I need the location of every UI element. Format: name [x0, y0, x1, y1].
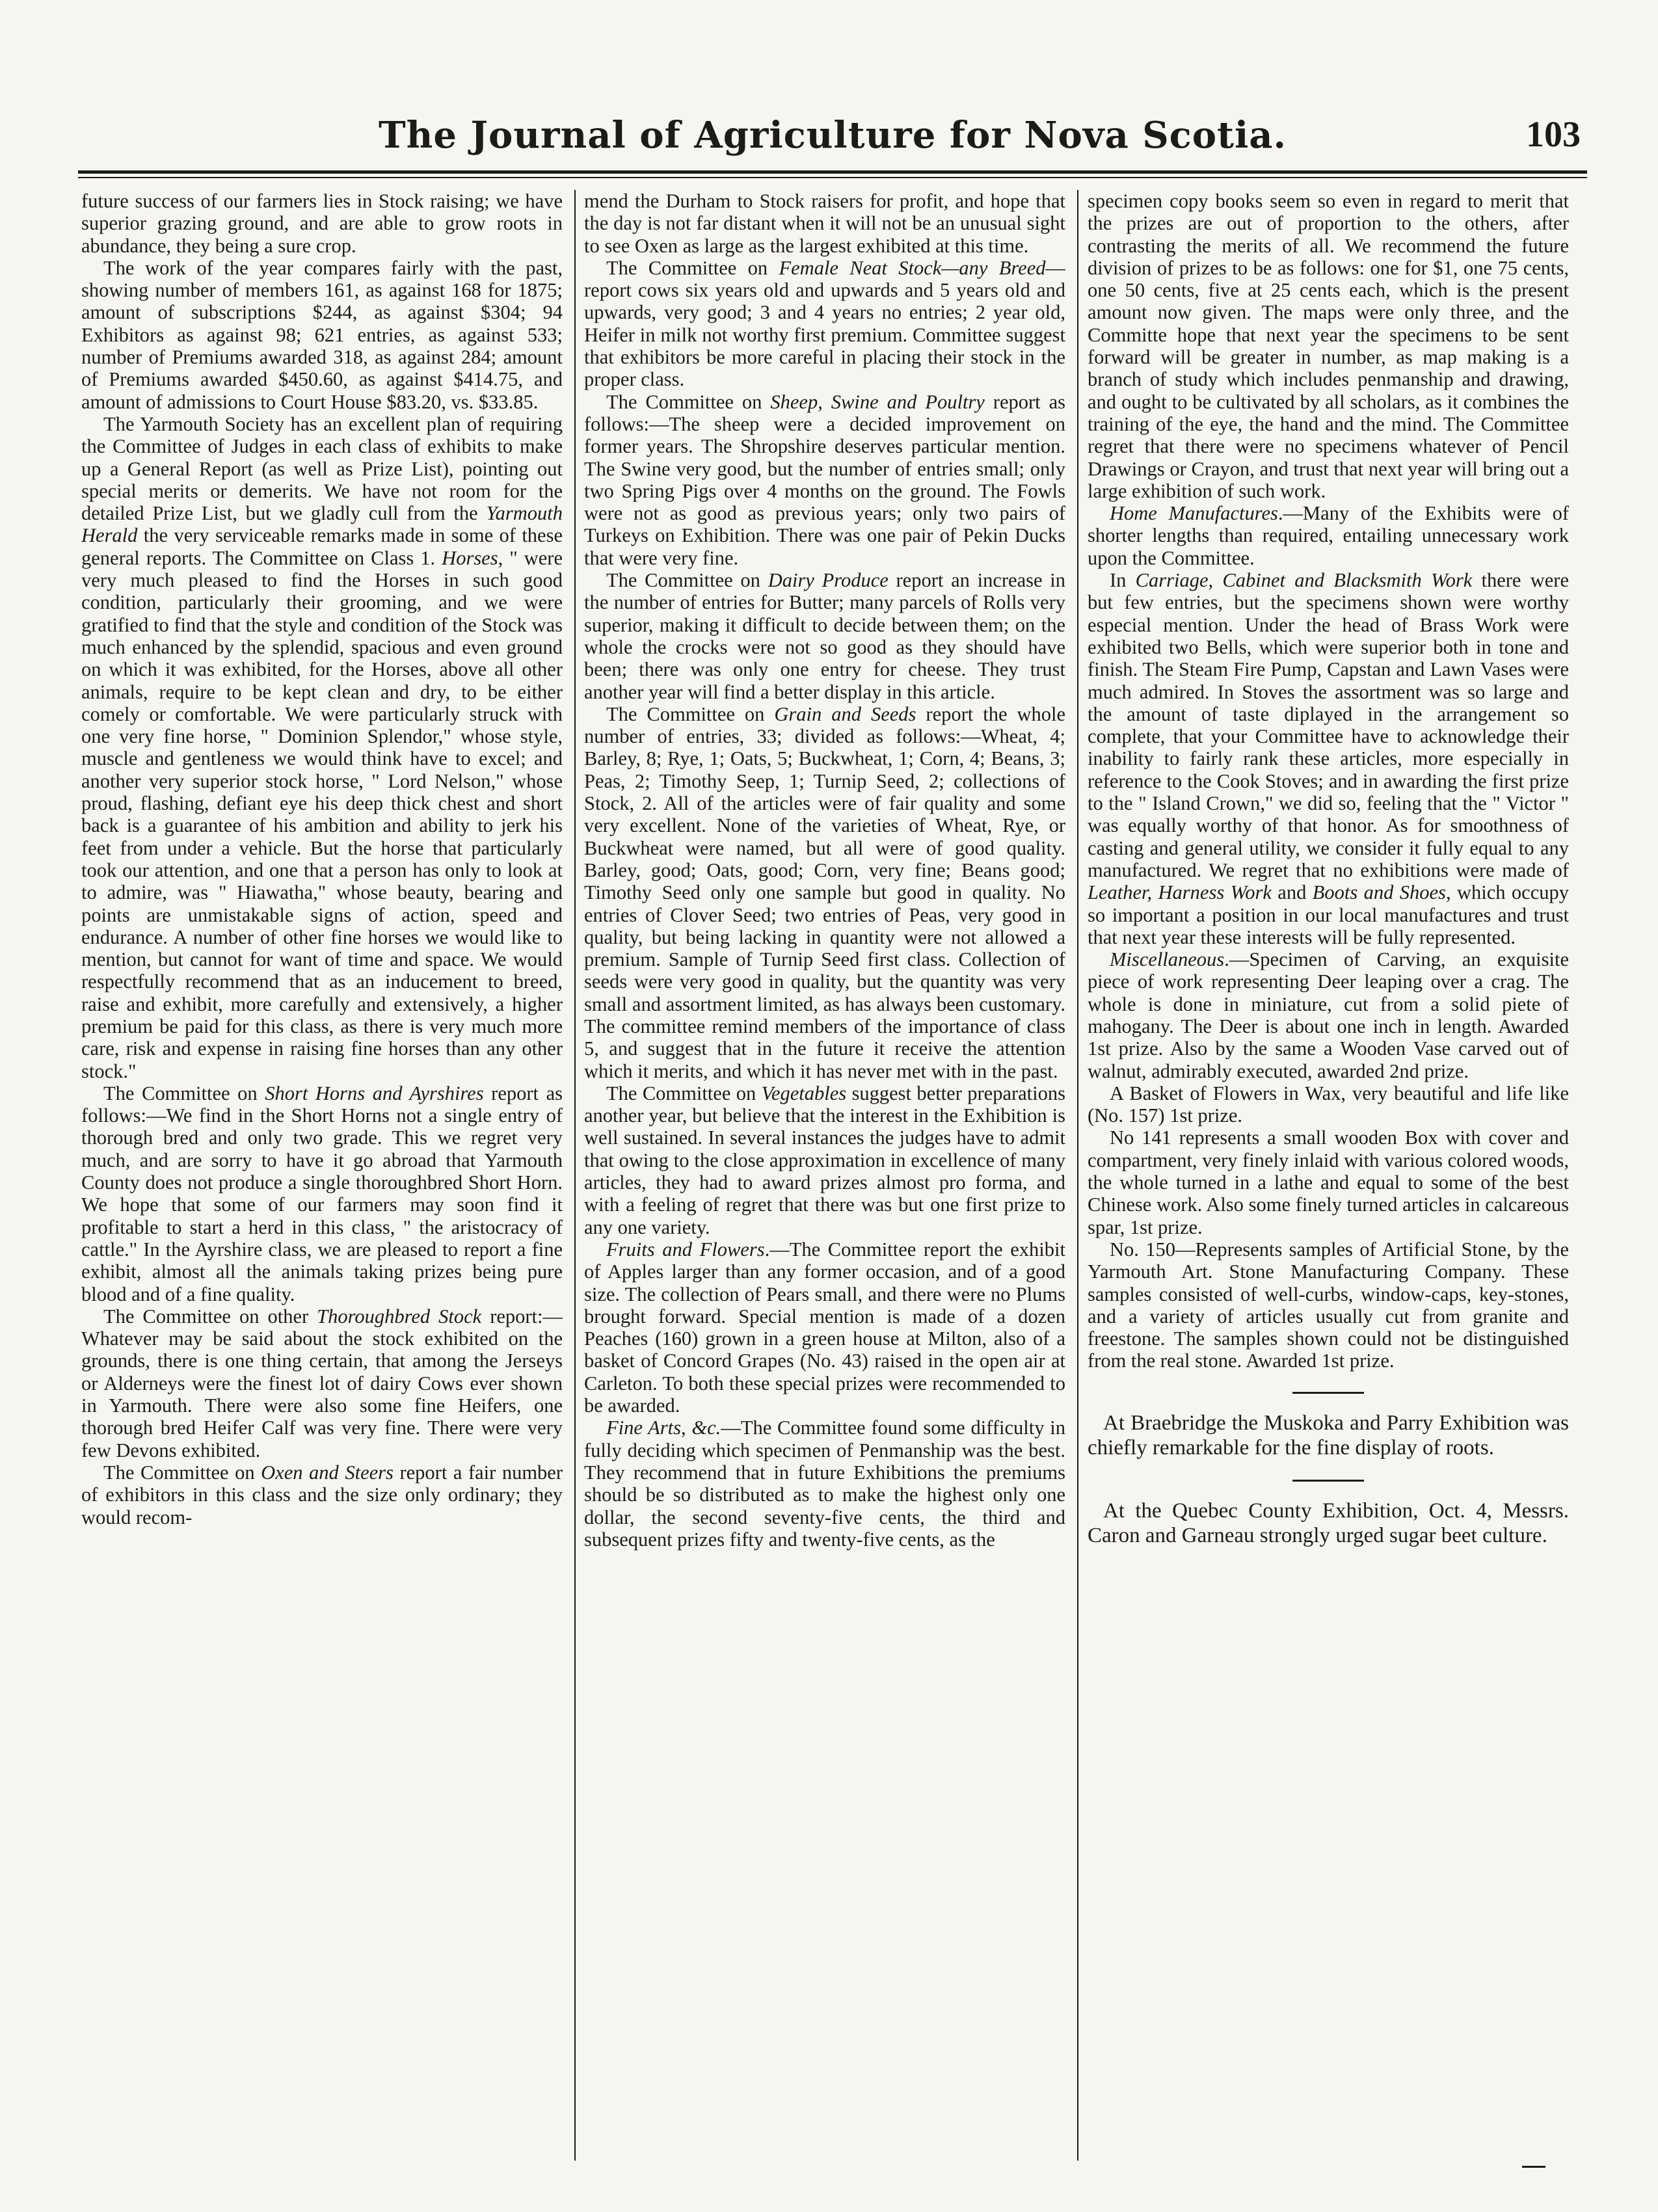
section-separator: [1292, 1392, 1364, 1394]
page-number: 103: [1526, 114, 1581, 155]
paragraph: future success of our farmers lies in Stock raising; we have superior grazing ground, and are able to grow roots in abundance, they being a sure crop.: [81, 190, 563, 257]
paragraph: Fine Arts, &c.—The Committee found some difficulty in fully deciding which specimen of Penmanship was the best. They recommend that in future Exhibitions the premiums should be so distributed as to make the highest only one dollar, the second seventy-five cents, the third and subsequent prizes fifty and twenty-five cents, as the: [584, 1417, 1065, 1551]
paragraph: The Yarmouth Society has an excellent plan of requiring the Committee of Judges in each class of exhibits to make up a General Report (as well as Prize List), pointing out special merits or demerits. We have not room for the detailed Prize List, but we gladly cull from the Yarmouth Herald the very serviceable remarks made in some of these general reports. The Committee on Class 1. Horses, " were very much pleased to find the Horses in such good condition, particularly their grooming, and we were gratified to find that the style and condition of the Stock was much enhanced by the splendid, spacious and even ground on which it was exhibited, for the Horses, above all other animals, require to be kept clean and dry, to be either comely or comfortable. We were particularly struck with one very fine horse, " Dominion Splendor," whose style, muscle and gentleness we would think have to excel; and another very superior stock horse, " Lord Nelson," whose proud, flashing, defiant eye his deep thick chest and short back is a guarantee of his ambition and ability to jerk his feet from under a vehicle. But the horse that particularly took our attention, and one that a person has only to look at to admire, was " Hiawatha," whose beauty, bearing and points are unmistakable signs of action, speed and endurance. A number of other fine horses we would like to mention, but cannot for want of time and space. We would respectfully recommend that as an inducement to breed, raise and exhibit, more carefully and extensively, a higher premium be paid for this class, as there is very much more care, risk and expense in raising fine horses than any other stock.": [81, 412, 563, 1082]
paragraph: A Basket of Flowers in Wax, very beautiful and life like (No. 157) 1st prize.: [1088, 1082, 1569, 1127]
paragraph: The Committee on Dairy Produce report an increase in the number of entries for Butter; many parcels of Rolls very superior, making it difficult to decide between them; on the whole the crocks were not so good as they should have been; there was only one entry for cheese. They trust another year will find a better display in this article.: [584, 569, 1065, 703]
paragraph: The Committee on other Thoroughbred Stock report:—Whatever may be said about the stock exhibited on the grounds, there is one thing certain, that among the Jerseys or Alderneys were the finest lot of dairy Cows ever shown in Yarmouth. There were also some fine Heifers, one thorough bred Heifer Calf was very fine. There were very few Devons exhibited.: [81, 1305, 563, 1461]
paragraph: The Committee on Female Neat Stock—any Breed—report cows six years old and upwards and 5 years old and upwards, very good; 3 and 4 years no entries; 2 year old, Heifer in milk not worthy first premium. Committee suggest that exhibitors be more careful in placing their stock in the proper class.: [584, 256, 1065, 391]
paragraph: Miscellaneous.—Specimen of Carving, an exquisite piece of work representing Deer leaping over a crag. The whole is done in miniature, cut from a solid piete of mahogany. The Deer is about one inch in length. Awarded 1st prize. Also by the same a Wooden Vase carved out of walnut, admirably executed, awarded 2nd prize.: [1088, 948, 1569, 1082]
paragraph: The Committee on Short Horns and Ayrshires report as follows:—We find in the Short Horns not a single entry of thorough bred and only two grade. This we regret very much, and are sorry to have it go abroad that Yarmouth County does not produce a single thoroughbred Short Horn. We hope that some of our farmers may soon find it profitable to start a herd in this class, " the aristocracy of cattle." In the Ayrshire class, we are pleased to report a fine exhibit, almost all the animals taking prizes being pure blood and of a fine quality.: [81, 1082, 563, 1305]
column-1: [81, 190, 563, 2157]
paragraph: The work of the year compares fairly with the past, showing number of members 161, as against 168 for 1875; amount of subscriptions $244, as against $304; 94 Exhibitors as against 98; 621 entries, as against 533; number of Premiums awarded 318, as against 284; amount of Premiums awarded $450.60, as against $414.75, and amount of admissions to Court House $83.20, vs. $33.85.: [81, 256, 563, 413]
column-divider-1: [574, 190, 576, 2161]
section-separator: [1292, 1480, 1364, 1482]
paragraph: specimen copy books seem so even in regard to merit that the prizes are out of proportion to the others, after contrasting the merits of all. We recommend the future division of prizes to be as follows: one for $1, one 75 cents, one 50 cents, five at 25 cents each, which is the present amount now given. The maps were only three, and the Committe hope that next year the specimens to be sent forward will be greater in number, as map making is a branch of study which includes penmanship and drawing, and ought to be cultivated by all scholars, as it combines the training of the eye, the hand and the mind. The Committee regret that there were no specimens whatever of Pencil Drawings or Crayon, and trust that next year will bring out a large exhibition of such work.: [1088, 190, 1569, 502]
page-end-mark: [1522, 2166, 1545, 2168]
paragraph: In Carriage, Cabinet and Blacksmith Work there were but few entries, but the specimens shown were worthy especial mention. Under the head of Brass Work were exhibited two Bells, which were superior both in tone and finish. The Steam Fire Pump, Capstan and Lawn Vases were much admired. In Stoves the assortment was so large and the amount of taste diplayed in the arrangement so complete, that your Committee have to acknowledge their inability to fairly rank these articles, more especially in reference to the Cook Stoves; and in awarding the first prize to the " Island Crown," we did so, feeling that the " Victor " was equally worthy of that honor. As for smoothness of casting and general utility, we consider it fully equal to any manufactured. We regret that no exhibitions were made of Leather, Harness Work and Boots and Shoes, which occupy so important a position in our local manufactures and trust that next year these interests will be fully represented.: [1088, 569, 1569, 948]
header-rule: [78, 170, 1587, 174]
paragraph: Fruits and Flowers.—The Committee report the exhibit of Apples larger than any former occasion, and of a good size. The collection of Pears small, and there were no Plums brought forward. Special mention is made of a dozen Peaches (160) grown in a green house at Milton, also of a basket of Concord Grapes (No. 43) raised in the open air at Carleton. To both these special prizes were recommended to be awarded.: [584, 1238, 1065, 1417]
news-note: At Braebridge the Muskoka and Parry Exhibition was chiefly remarkable for the fine display of roots.: [1088, 1411, 1569, 1459]
column-2: [584, 190, 1065, 2157]
paragraph: The Committee on Grain and Seeds report the whole number of entries, 33; divided as follows:—Wheat, 4; Barley, 8; Rye, 1; Oats, 5; Buckwheat, 1; Corn, 4; Beans, 3; Peas, 2; Timothy Seep, 1; Turnip Seed, 2; collections of Stock, 2. All of the articles were of fair quality and some very excellent. None of the varieties of Wheat, Rye, or Buckwheat were named, but all were of good quality. Barley, good; Oats, good; Corn, very fine; Beans good; Timothy Seed only one sample but good in quality. No entries of Clover Seed; two entries of Peas, very good in quality, but being lacking in quantity were not allowed a premium. Sample of Turnip Seed first class. Collection of seeds were very good in quality, but the quantity was very small and assortment limited, as has always been customary. The committee remind members of the importance of class 5, and suggest that in the future it receive the attention which it merits, and which it has never met with in the past.: [584, 702, 1065, 1082]
paragraph: The Committee on Oxen and Steers report a fair number of exhibitors in this class and the size only ordinary; they would recom-: [81, 1461, 563, 1528]
news-note: At the Quebec County Exhibition, Oct. 4, Messrs. Caron and Garneau strongly urged sugar beet culture.: [1088, 1499, 1569, 1547]
header-rule-thin: [78, 177, 1587, 178]
journal-title: The Journal of Agriculture for Nova Scotia.: [378, 114, 1287, 157]
paragraph: The Committee on Sheep, Swine and Poultry report as follows:—The sheep were a decided improvement on former years. The Shropshire deserves particular mention. The Swine very good, but the number of entries small; only two Spring Pigs over 4 months on the ground. The Fowls were not as good as previous years; only two pairs of Turkeys on Exhibition. There was one pair of Pekin Ducks that were very fine.: [584, 390, 1065, 569]
paragraph: mend the Durham to Stock raisers for profit, and hope that the day is not far distant when it will not be an unusual sight to see Oxen as large as the largest exhibited at this time.: [584, 190, 1065, 257]
column-divider-2: [1077, 190, 1078, 2161]
paragraph: The Committee on Vegetables suggest better preparations another year, but believe that the interest in the Exhibition is well sustained. In several instances the judges have to admit that owing to the close approximation in excellence of many articles, they had to award prizes almost pro forma, and with a feeling of regret that there was but one first prize to any one variety.: [584, 1082, 1065, 1238]
paragraph: No 141 represents a small wooden Box with cover and compartment, very finely inlaid with various colored woods, the whole turned in a lathe and equal to some of the best Chinese work. Also some finely turned articles in calcareous spar, 1st prize.: [1088, 1126, 1569, 1238]
running-header: [85, 107, 1581, 166]
column-3: [1088, 190, 1569, 2157]
paragraph: Home Manufactures.—Many of the Exhibits were of shorter lengths than required, entailing unnecessary work upon the Committee.: [1088, 502, 1569, 569]
paragraph: No. 150—Represents samples of Artificial Stone, by the Yarmouth Art. Stone Manufacturing Company. These samples consisted of well-curbs, window-caps, key-stones, and a variety of articles usually cut from granite and freestone. The samples shown could not be distinguished from the real stone. Awarded 1st prize.: [1088, 1238, 1569, 1372]
